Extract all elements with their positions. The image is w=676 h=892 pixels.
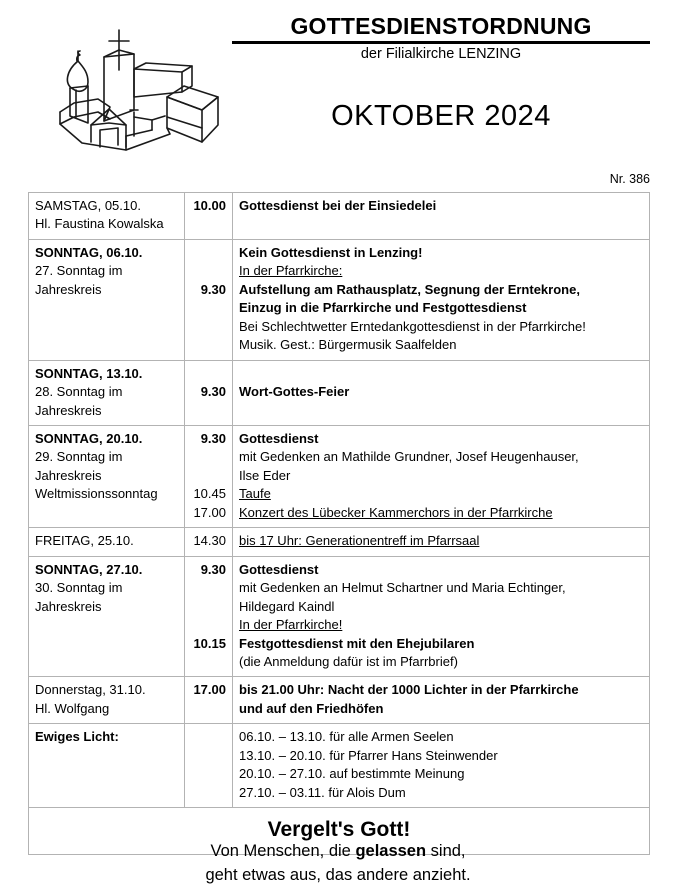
description-line: Gottesdienst bei der Einsiedelei xyxy=(239,198,437,213)
description-line: 06.10. – 13.10. für alle Armen Seelen xyxy=(239,729,454,745)
time-value: 14.30 xyxy=(193,533,226,549)
description-cell xyxy=(233,677,650,724)
day-cell xyxy=(29,677,185,724)
time-cell xyxy=(185,360,233,425)
time-cell xyxy=(185,556,233,677)
service-schedule-table xyxy=(28,192,650,855)
schedule-body xyxy=(29,193,650,808)
day-cell xyxy=(29,528,185,556)
day-line: Jahreskreis xyxy=(35,467,102,483)
description-cell xyxy=(233,724,650,808)
time-value: 17.00 xyxy=(193,504,226,520)
description-line: 13.10. – 20.10. für Pfarrer Hans Steinwender xyxy=(239,747,498,763)
church-line-drawing-icon xyxy=(30,24,222,156)
description-line: In der Pfarrkirche: xyxy=(239,263,343,279)
time-value: 9.30 xyxy=(200,561,226,577)
description-line: Konzert des Lübecker Kammerchors in der Pfarrkirche xyxy=(239,504,553,520)
day-line: 27. Sonntag im xyxy=(35,263,123,279)
description-line: Aufstellung am Rathausplatz, Segnung der Erntekrone, xyxy=(239,281,580,297)
time-cell xyxy=(185,724,233,808)
description-line: 20.10. – 27.10. auf bestimmte Meinung xyxy=(239,766,465,782)
description-line: Einzug in die Pfarrkirche und Festgottesdienst xyxy=(239,300,527,316)
description-line: bis 17 Uhr: Generationentreff im Pfarrsaal xyxy=(239,533,480,549)
day-line: Hl. Faustina Kowalska xyxy=(35,216,164,232)
description-line: Musik. Gest.: Bürgermusik Saalfelden xyxy=(239,337,457,353)
closing-quote xyxy=(0,840,676,888)
time-value: 10.00 xyxy=(193,198,226,213)
table-row xyxy=(29,193,650,240)
description-line: Festgottesdienst mit den Ehejubilaren xyxy=(239,635,475,651)
table-row xyxy=(29,677,650,724)
table-row xyxy=(29,425,650,527)
quote-line-1-part-2: sind, xyxy=(426,842,466,860)
description-line: In der Pfarrkirche! xyxy=(239,617,343,633)
time-cell xyxy=(185,677,233,724)
time-value: 9.30 xyxy=(200,281,226,297)
table-row xyxy=(29,724,650,808)
day-line: SONNTAG, 06.10. xyxy=(35,244,143,260)
quote-line-1 xyxy=(0,840,676,864)
description-line: Bei Schlechtwetter Erntedankgottesdienst in der Pfarrkirche! xyxy=(239,318,586,334)
day-line: 29. Sonntag im xyxy=(35,449,123,465)
day-line: Jahreskreis xyxy=(35,402,102,418)
time-cell xyxy=(185,193,233,240)
description-cell xyxy=(233,193,650,240)
time-value: 17.00 xyxy=(193,682,226,698)
description-line: Wort-Gottes-Feier xyxy=(239,384,350,400)
month-heading: OKTOBER 2024 xyxy=(331,99,551,132)
day-line: Ewiges Licht: xyxy=(35,729,119,745)
time-cell xyxy=(185,239,233,360)
day-cell xyxy=(29,239,185,360)
day-line: Weltmissionssonntag xyxy=(35,486,158,502)
day-cell xyxy=(29,425,185,527)
day-line: Donnerstag, 31.10. xyxy=(35,682,146,698)
day-line: SONNTAG, 20.10. xyxy=(35,430,143,446)
page-title: GOTTESDIENSTORDNUNG xyxy=(290,13,592,39)
description-cell xyxy=(233,425,650,527)
day-line: SONNTAG, 27.10. xyxy=(35,561,143,577)
day-line: Jahreskreis xyxy=(35,598,102,614)
time-value: 9.30 xyxy=(200,384,226,400)
description-cell xyxy=(233,360,650,425)
quote-emphasis: gelassen xyxy=(355,842,427,860)
table-row xyxy=(29,360,650,425)
day-cell xyxy=(29,193,185,240)
day-cell xyxy=(29,724,185,808)
time-value: 10.15 xyxy=(193,635,226,651)
description-line: und auf den Friedhöfen xyxy=(239,700,384,716)
table-row xyxy=(29,528,650,556)
description-line: Ilse Eder xyxy=(239,467,291,483)
description-line: Kein Gottesdienst in Lenzing! xyxy=(239,244,423,260)
day-line: 28. Sonntag im xyxy=(35,384,123,400)
time-cell xyxy=(185,425,233,527)
day-cell xyxy=(29,556,185,677)
day-line: SONNTAG, 13.10. xyxy=(35,365,143,381)
day-line: Jahreskreis xyxy=(35,281,102,297)
description-cell xyxy=(233,239,650,360)
header-titles xyxy=(232,14,650,133)
description-cell xyxy=(233,556,650,677)
issue-number: Nr. 386 xyxy=(609,172,650,186)
description-line: Gottesdienst xyxy=(239,561,319,577)
description-cell xyxy=(233,528,650,556)
description-line: (die Anmeldung dafür ist im Pfarrbrief) xyxy=(239,653,458,669)
time-value: 9.30 xyxy=(200,430,226,446)
day-cell xyxy=(29,360,185,425)
description-line: 27.10. – 03.11. für Alois Dum xyxy=(239,784,406,800)
description-line: bis 21.00 Uhr: Nacht der 1000 Lichter in der Pfarrkirche xyxy=(239,682,579,698)
day-line: SAMSTAG, 05.10. xyxy=(35,198,141,213)
time-cell xyxy=(185,528,233,556)
table-row xyxy=(29,239,650,360)
description-line: Gottesdienst xyxy=(239,430,319,446)
quote-line-1-part-1: Von Menschen, die xyxy=(210,842,356,860)
description-line: Taufe xyxy=(239,486,271,502)
page-subtitle: der Filialkirche LENZING xyxy=(360,46,522,63)
document-header xyxy=(0,0,676,186)
day-line: Hl. Wolfgang xyxy=(35,700,110,716)
thanks-text: Vergelt's Gott! xyxy=(267,818,411,842)
description-line: mit Gedenken an Mathilde Grundner, Josef Heugenhauser, xyxy=(239,449,579,465)
title-divider xyxy=(232,41,650,44)
description-line xyxy=(239,365,643,383)
day-line: FREITAG, 25.10. xyxy=(35,533,134,549)
day-line: 30. Sonntag im xyxy=(35,580,123,596)
description-line: mit Gedenken an Helmut Schartner und Maria Echtinger, xyxy=(239,580,566,596)
description-line: Hildegard Kaindl xyxy=(239,598,335,614)
quote-line-2: geht etwas aus, das andere anzieht. xyxy=(205,865,471,884)
table-row xyxy=(29,556,650,677)
time-value: 10.45 xyxy=(193,486,226,502)
